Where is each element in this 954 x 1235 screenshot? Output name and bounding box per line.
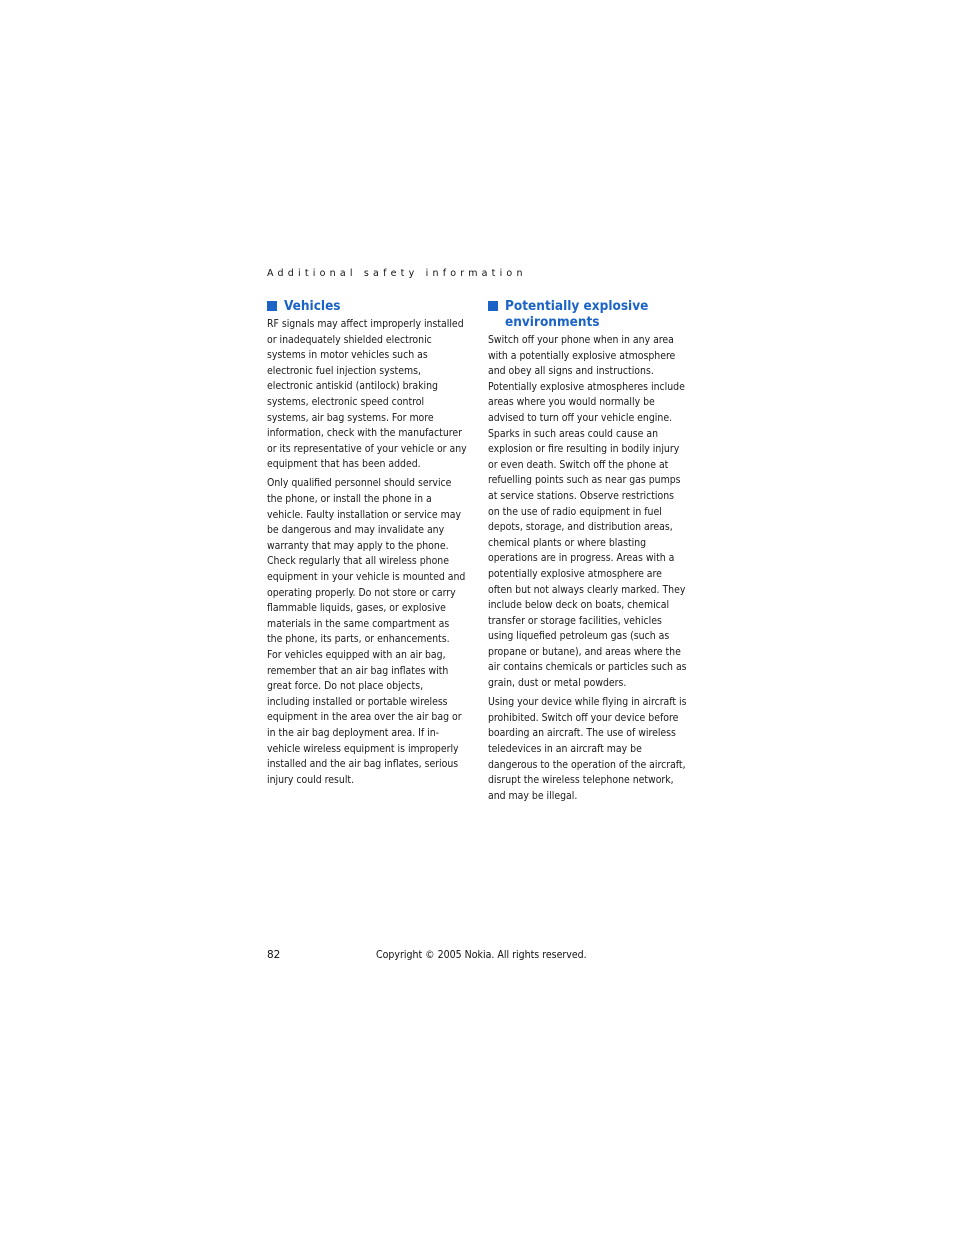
paragraph: Switch off your phone when in any area with a potentially explosive atmosphere and obey all signs and instructions. Potentially explosive atmospheres include areas where you would normally be advised to turn off your vehicle engine. Sparks in such areas could cause an explosion or fire resulting in bodily injury or even death. Switch off the phone at refuelling points such as near gas pumps at service stations. Observe restrictions on the use of radio equipment in fuel depots, storage, and distribution areas, chemical plants or where blasting operations are in progress. Areas with a potentially explosive atmosphere are often but not always clearly marked. They include below deck on boats, chemical transfer or storage facilities, vehicles using liquefied petroleum gas (such as propane or butane), and areas where the air contains chemicals or particles such as grain, dust or metal powders. [488, 334, 687, 690]
copyright-notice: Copyright © 2005 Nokia. All rights reserved. [376, 949, 587, 961]
paragraph: RF signals may affect improperly installed or inadequately shielded electronic systems in motor vehicles such as electronic fuel injection systems, electronic antiskid (antilock) braking systems, electronic speed control systems, air bag systems. For more information, check with the manufacturer or its representative of your vehicle or any equipment that has been added. [267, 318, 467, 471]
section-heading-text: Potentially explosive environments [505, 298, 649, 330]
paragraph: Using your device while flying in aircraft is prohibited. Switch off your device before boarding an aircraft. The use of wireless teledevices in an aircraft may be dangerous to the operation of the aircraft, disrupt the wireless telephone network, and may be illegal. [488, 696, 687, 802]
section-heading-text: Vehicles [284, 298, 341, 314]
square-bullet-icon [267, 301, 277, 311]
paragraph: Only qualified personnel should service the phone, or install the phone in a vehicle. Faulty installation or service may be dangerous and may invalidate any warranty that may apply to the phone. Check regularly that all wireless phone equipment in your vehicle is mounted and operating properly. Do not store or carry flammable liquids, gases, or explosive materials in the same compartment as the phone, its parts, or enhancements. For vehicles equipped with an air bag, remember that an air bag inflates with great force. Do not place objects, including installed or portable wireless equipment in the area over the air bag or in the air bag deployment area. If in-vehicle wireless equipment is improperly installed and the air bag inflates, serious injury could result. [267, 477, 466, 786]
section-heading [267, 298, 467, 314]
section-vehicles [267, 298, 467, 792]
square-bullet-icon [488, 301, 498, 311]
running-header: Additional safety information [267, 268, 527, 279]
page-number: 82 [267, 949, 281, 961]
section-heading [488, 298, 688, 330]
section-explosive-environments [488, 298, 688, 808]
